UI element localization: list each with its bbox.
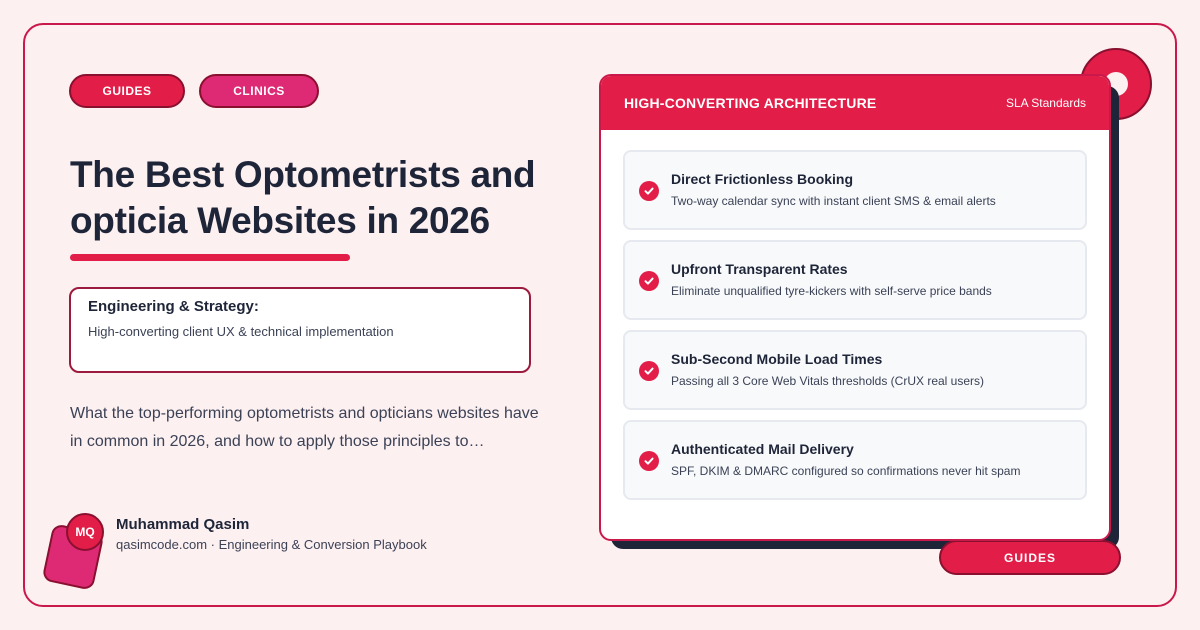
feature-description: Passing all 3 Core Web Vitals thresholds (CrUX real users): [671, 374, 985, 388]
feature-item: [623, 240, 1087, 320]
feature-title: Authenticated Mail Delivery: [671, 441, 854, 457]
check-icon: [639, 181, 659, 201]
author-name: Muhammad Qasim: [116, 516, 250, 533]
tag-guides[interactable]: GUIDES: [69, 74, 185, 108]
engineering-callout: [69, 287, 531, 373]
page-title: The Best Optometrists and opticia Websites in 2026: [70, 154, 536, 241]
sla-standards-label: SLA Standards: [1005, 96, 1086, 110]
feature-list: [601, 130, 1109, 500]
avatar: MQ: [66, 513, 104, 551]
feature-item: [623, 420, 1087, 500]
card-header-title: HIGH-CONVERTING ARCHITECTURE: [624, 95, 877, 111]
feature-title: Sub-Second Mobile Load Times: [671, 351, 883, 367]
author-meta: qasimcode.com · Engineering & Conversion Playbook: [116, 537, 427, 552]
feature-description: SPF, DKIM & DMARC configured so confirmations never hit spam: [671, 464, 1021, 478]
guides-badge[interactable]: GUIDES: [939, 540, 1121, 575]
feature-item: [623, 330, 1087, 410]
feature-item: [623, 150, 1087, 230]
check-icon: [639, 361, 659, 381]
tag-clinics[interactable]: CLINICS: [199, 74, 319, 108]
architecture-card: [599, 74, 1111, 541]
feature-title: Direct Frictionless Booking: [671, 171, 854, 187]
check-icon: [639, 271, 659, 291]
engineering-callout-title: Engineering & Strategy:: [88, 298, 259, 315]
feature-description: Two-way calendar sync with instant client SMS & email alerts: [671, 194, 996, 208]
check-icon: [639, 451, 659, 471]
article-description: What the top-performing optometrists and opticians websites have in common in 2026, and how to apply those principles to…: [70, 405, 539, 450]
feature-title: Upfront Transparent Rates: [671, 261, 848, 277]
engineering-callout-subtitle: High-converting client UX & technical implementation: [88, 324, 394, 339]
title-underline: [70, 254, 350, 261]
feature-description: Eliminate unqualified tyre-kickers with self-serve price bands: [671, 284, 992, 298]
card-header: [601, 76, 1109, 130]
